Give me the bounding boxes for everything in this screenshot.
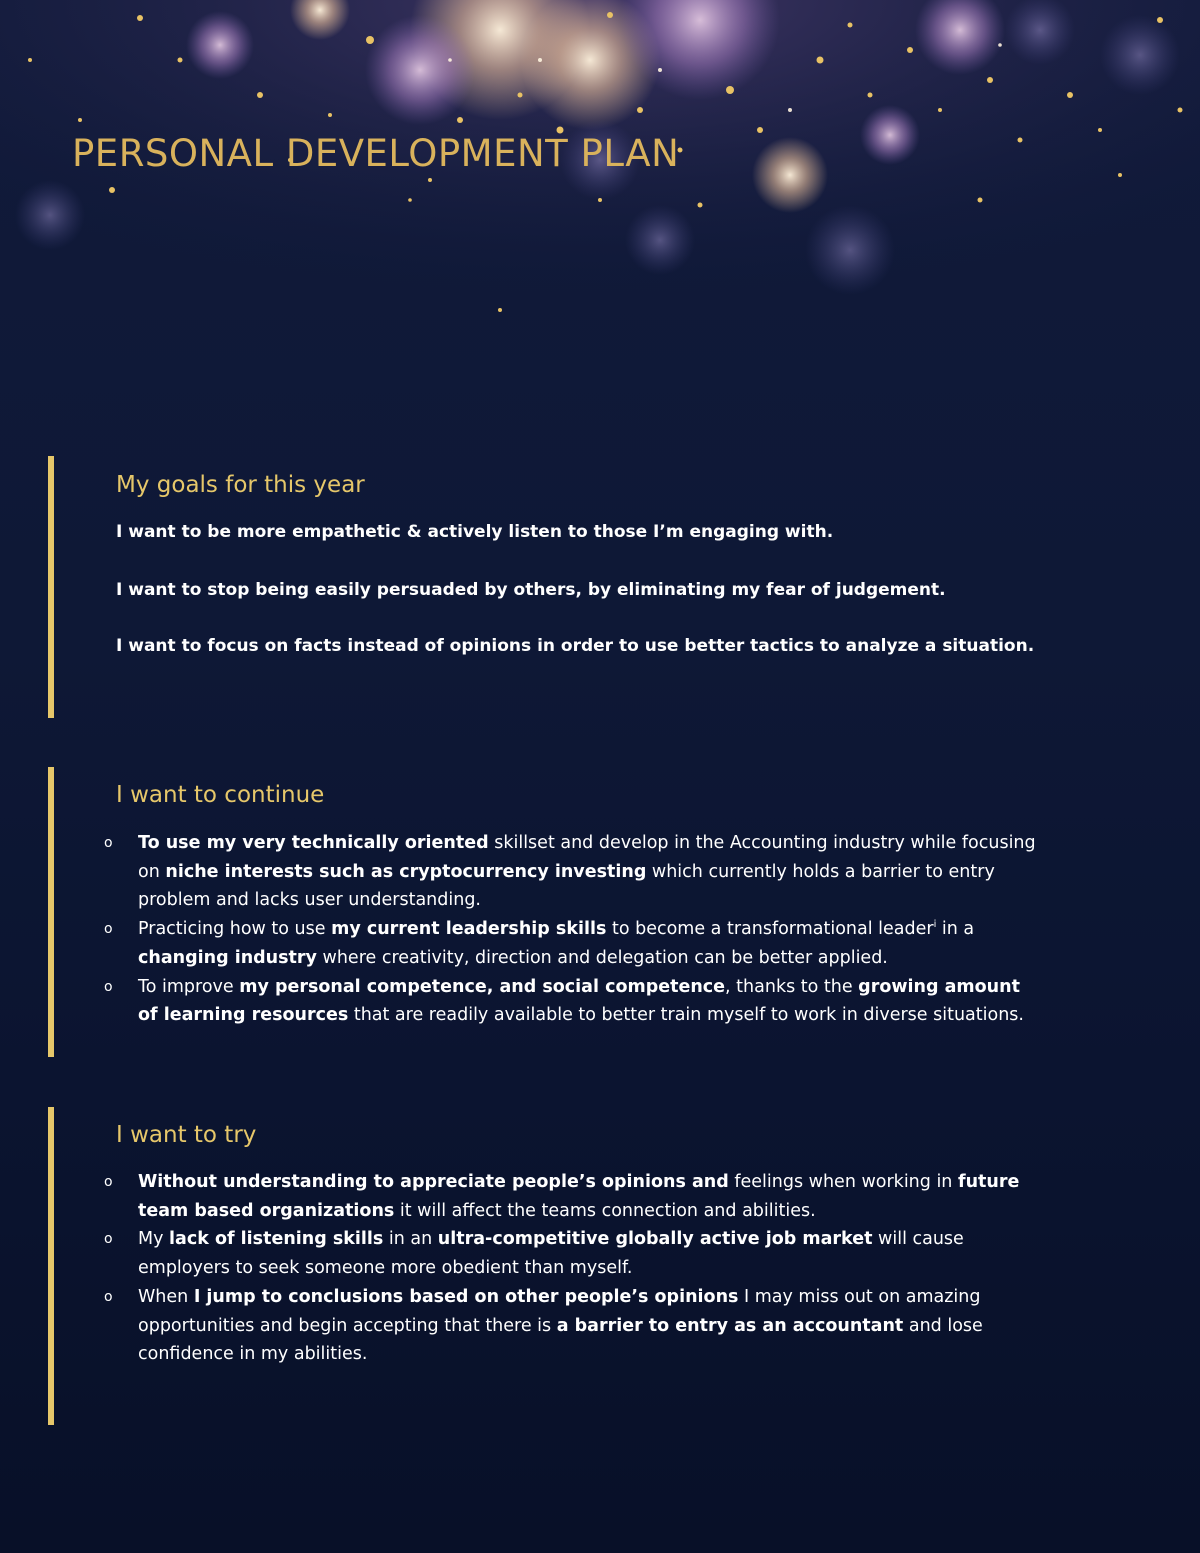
emphasis-text: a barrier to entry as an accountant <box>556 1315 904 1336</box>
body-text: My <box>138 1229 170 1250</box>
goals-accent-bar <box>48 456 54 718</box>
body-text: I may miss out on amazing opportunities and begin accepting that there is <box>138 1286 981 1336</box>
bullet-marker: o <box>104 921 113 938</box>
continue-list <box>104 829 1038 1030</box>
list-item <box>104 1225 1038 1282</box>
body-text: When <box>138 1286 194 1307</box>
continue-heading: I want to continue <box>116 782 325 808</box>
emphasis-text: ultra-competitive globally active job market <box>437 1229 873 1250</box>
goal-item: I want to focus on facts instead of opinions in order to use better tactics to analyze a situation. <box>116 636 1035 656</box>
body-text: Practicing how to use <box>138 919 332 940</box>
bullet-marker: o <box>104 978 113 995</box>
emphasis-text: Without understanding to appreciate people’s opinions and <box>138 1172 729 1192</box>
try-list <box>104 1168 1038 1369</box>
body-text: in an <box>383 1229 438 1250</box>
bullet-marker: o <box>104 1231 113 1248</box>
emphasis-text: my current leadership skills <box>331 919 607 940</box>
body-text: where creativity, direction and delegation can be better applied. <box>316 947 888 968</box>
body-text: feelings when working in <box>728 1172 958 1192</box>
body-text: in a <box>936 919 975 940</box>
goal-item: I want to be more empathetic & actively listen to those I’m engaging with. <box>116 522 834 542</box>
bokeh-header-decoration <box>0 0 1200 420</box>
body-text: that are readily available to better train myself to work in diverse situations. <box>348 1005 1024 1026</box>
emphasis-text: I jump to conclusions based on other people’s opinions <box>193 1286 739 1307</box>
goals-section <box>48 456 1108 718</box>
body-text: and lose confidence in my abilities. <box>138 1315 983 1365</box>
bullet-marker: o <box>104 1174 113 1190</box>
list-item <box>104 1168 1038 1225</box>
emphasis-text: To use my very technically oriented <box>138 833 489 853</box>
try-accent-bar <box>48 1107 54 1425</box>
body-text: to become a transformational leader <box>606 919 934 940</box>
body-text: skillset and develop in the Accounting industry while focusing on <box>138 833 1036 882</box>
bullet-marker: o <box>104 1288 113 1305</box>
bullet-marker: o <box>104 835 113 851</box>
emphasis-text: future team based organizations <box>138 1172 1020 1221</box>
goals-heading: My goals for this year <box>116 472 365 498</box>
body-text: To improve <box>138 976 240 997</box>
list-item <box>104 973 1038 1030</box>
continue-accent-bar <box>48 767 54 1057</box>
emphasis-text: growing amount of learning resources <box>138 976 1020 1026</box>
list-item <box>104 915 1038 972</box>
try-heading: I want to try <box>116 1122 257 1148</box>
footnote-marker: i <box>933 919 937 931</box>
emphasis-text: my personal competence, and social competence <box>239 976 726 997</box>
body-text: , thanks to the <box>725 976 859 997</box>
emphasis-text: lack of listening skills <box>169 1229 384 1250</box>
list-item <box>104 1283 1038 1369</box>
list-item <box>104 829 1038 915</box>
body-text: will cause employers to seek someone more obedient than myself. <box>138 1229 964 1279</box>
emphasis-text: niche interests such as cryptocurrency investing <box>165 861 647 882</box>
page-title: PERSONAL DEVELOPMENT PLAN <box>72 132 680 175</box>
emphasis-text: changing industry <box>138 947 317 968</box>
goal-item: I want to stop being easily persuaded by others, by eliminating my fear of judgement. <box>116 580 946 600</box>
body-text: it will affect the teams connection and abilities. <box>394 1200 816 1221</box>
body-text: which currently holds a barrier to entry problem and lacks user understanding. <box>138 861 995 911</box>
